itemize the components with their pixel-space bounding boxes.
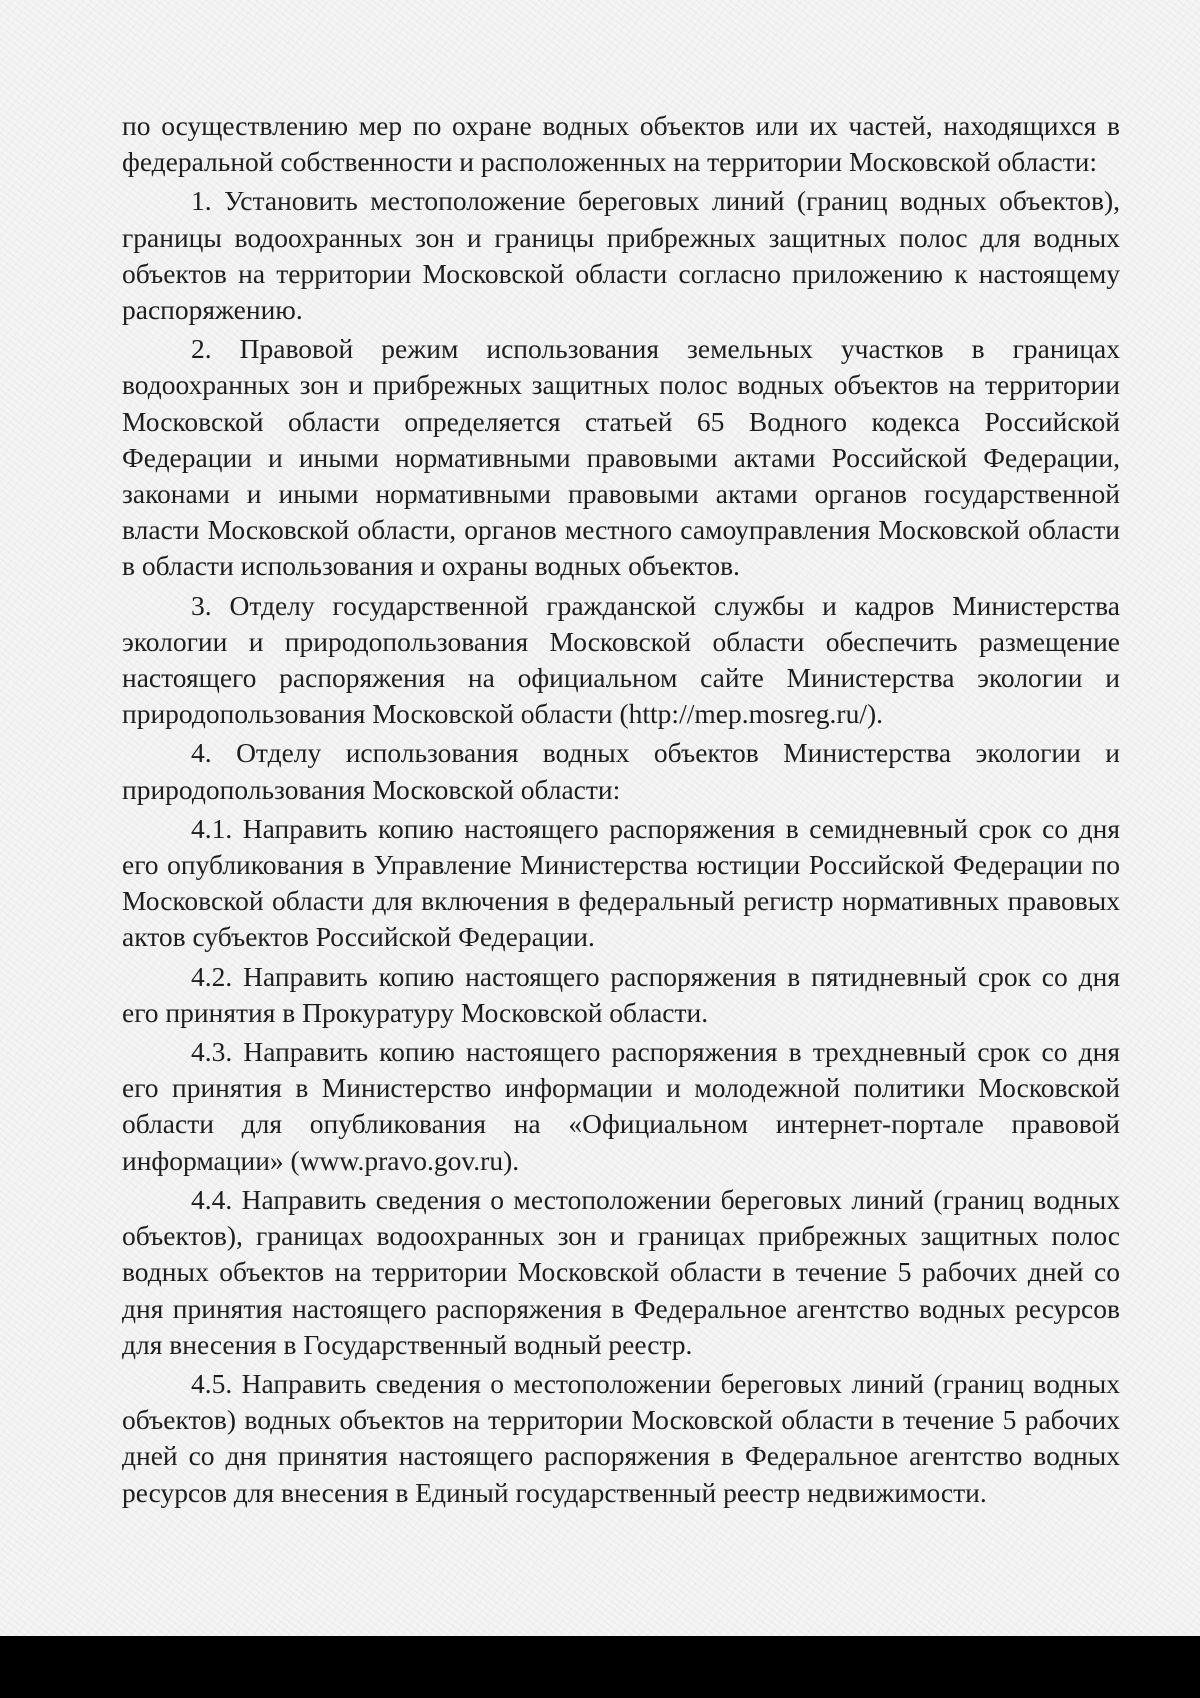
paragraph-item-4-3: 4.3. Направить копию настоящего распоряжения в трехдневный срок со дня его принятия в Министерство информации и молодежной политики Московской области для опубликования на «Официальном интернет-портале правовой информации» (www.pravo.gov.ru). — [122, 1036, 1120, 1176]
paragraph-item-2: 2. Правовой режим использования земельных участков в границах водоохранных зон и прибрежных защитных полос водных объектов на территории Московской области определяется статьей 65 Водного кодекса Российской Федерации и иными нормативными правовыми актами Российской Федерации, законами и иными нормативными правовыми актами органов государственной власти Московской области, органов местного самоуправления Московской области в области использования и охраны водных объектов. — [122, 333, 1120, 582]
paragraph-item-3: 3. Отделу государственной гражданской службы и кадров Министерства экологии и природопользования Московской области обеспечить размещение настоящего распоряжения на официальном сайте Министерства экологии и природопользования Московской области (http://mep.mosreg.ru/). — [122, 589, 1120, 730]
paragraph-continuation: по осуществлению мер по охране водных объектов или их частей, находящихся в федеральной собственности и расположенных на территории Московской области: — [122, 110, 1120, 178]
paragraph-item-4-1: 4.1. Направить копию настоящего распоряжения в семидневный срок со дня его опубликования в Управление Министерства юстиции Российской Федерации по Московской области для включения в федеральный регистр нормативных правовых актов субъектов Российской Федерации. — [122, 812, 1120, 953]
paragraph-item-4: 4. Отделу использования водных объектов Министерства экологии и природопользования Московской области: — [122, 737, 1120, 805]
paragraph-item-4-2: 4.2. Направить копию настоящего распоряжения в пятидневный срок со дня его принятия в Прокуратуру Московской области. — [122, 960, 1120, 1028]
paragraph-item-4-4: 4.4. Направить сведения о местоположении береговых линий (границ водных объектов), границах водоохранных зон и границах прибрежных защитных полос водных объектов на территории Московской области в течение 5 рабочих дней со дня принятия настоящего распоряжения в Федеральное агентство водных ресурсов для внесения в Государственный водный реестр. — [122, 1183, 1120, 1360]
paragraph-item-1: 1. Установить местоположение береговых линий (границ водных объектов), границы водоохранных зон и границы прибрежных защитных полос для водных объектов на территории Московской области согласно приложению к настоящему распоряжению. — [122, 185, 1120, 326]
document-body — [122, 108, 1120, 1514]
paragraph-item-4-5: 4.5. Направить сведения о местоположении береговых линий (границ водных объектов) водных объектов на территории Московской области в течение 5 рабочих дней со дня принятия настоящего распоряжения в Федеральное агентство водных ресурсов для внесения в Единый государственный реестр недвижимости. — [122, 1367, 1120, 1508]
scan-bottom-border — [0, 1636, 1200, 1698]
